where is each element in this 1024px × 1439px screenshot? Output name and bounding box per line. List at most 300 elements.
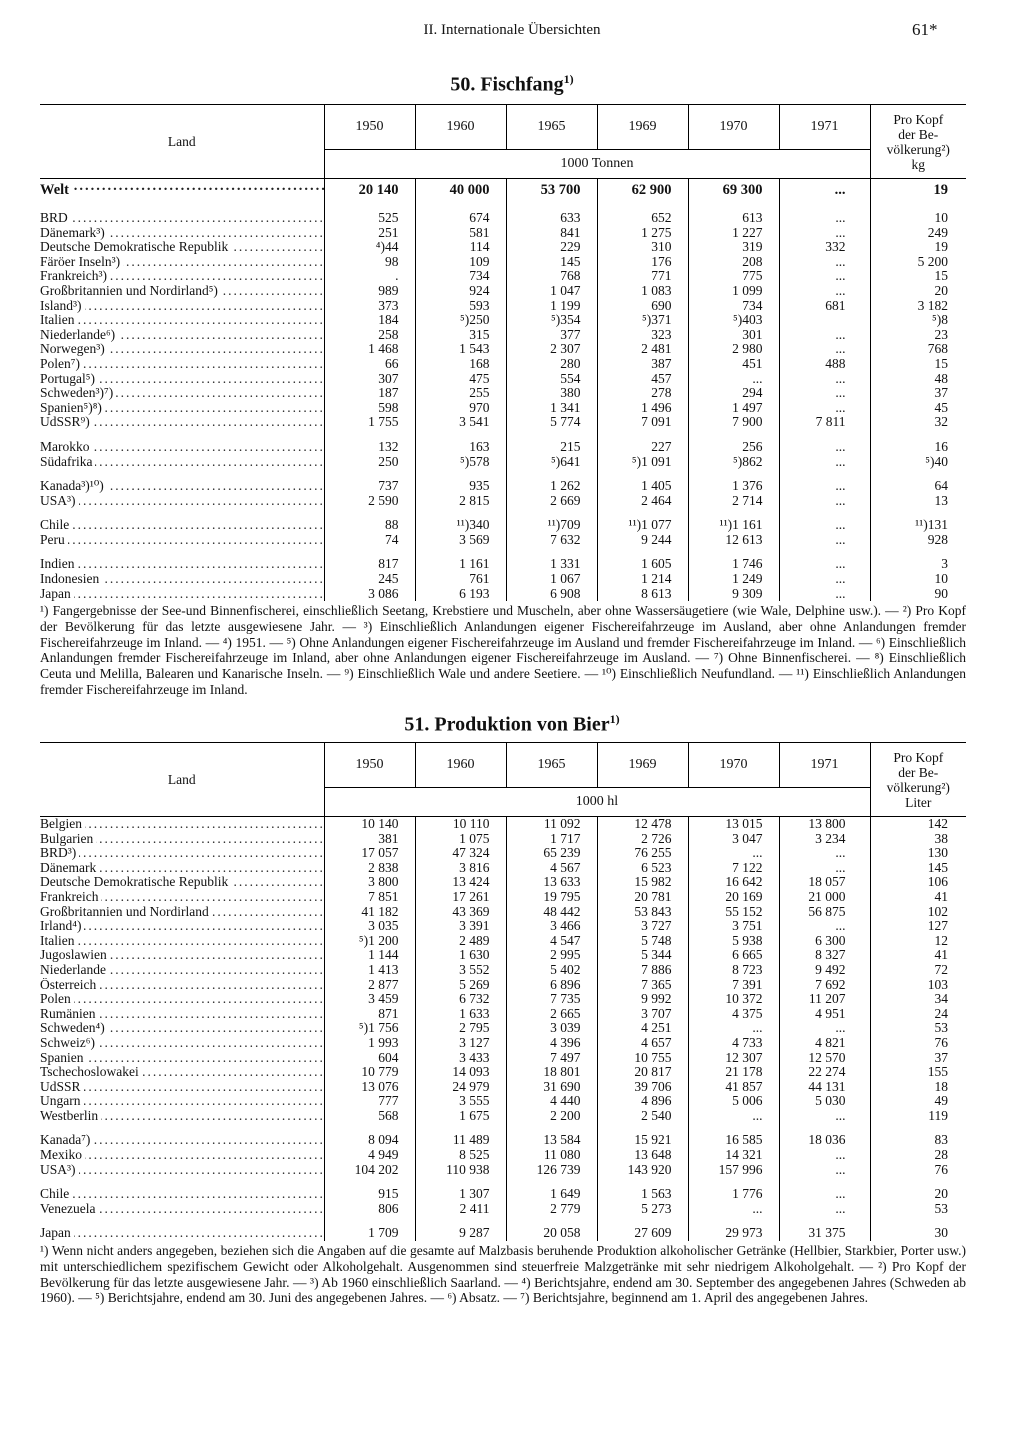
per-capita-cell: 76 xyxy=(870,1163,966,1178)
value-cell: ... xyxy=(779,328,870,343)
value-cell: 12 613 xyxy=(688,533,779,548)
value-cell: 8 094 xyxy=(324,1133,415,1148)
value-cell: 11 080 xyxy=(506,1148,597,1163)
value-cell: 777 xyxy=(324,1094,415,1109)
value-cell: 3 391 xyxy=(415,919,506,934)
value-cell: 1 307 xyxy=(415,1187,506,1202)
value-cell: 1 214 xyxy=(597,572,688,587)
table-row xyxy=(40,1036,966,1051)
table-row xyxy=(40,386,966,401)
per-capita-cell: 20 xyxy=(870,284,966,299)
country-name: USA³) ..... xyxy=(40,494,324,509)
value-cell: 16 642 xyxy=(688,875,779,890)
value-cell: 6 908 xyxy=(506,587,597,602)
country-name: Polen⁷) ..... xyxy=(40,357,324,372)
country-name: Chile ..... xyxy=(40,1187,324,1202)
per-capita-cell: 53 xyxy=(870,1021,966,1036)
value-cell: 7 900 xyxy=(688,415,779,430)
value-cell: 5 344 xyxy=(597,948,688,963)
table-row xyxy=(40,934,966,949)
value-cell: 31 375 xyxy=(779,1226,870,1241)
value-cell: 817 xyxy=(324,557,415,572)
value-cell: 1 776 xyxy=(688,1187,779,1202)
value-cell: ¹¹)709 xyxy=(506,518,597,533)
value-cell: 3 800 xyxy=(324,875,415,890)
table-fischfang xyxy=(40,104,966,601)
value-cell: 1 376 xyxy=(688,479,779,494)
value-cell: 3 035 xyxy=(324,919,415,934)
value-cell: 7 735 xyxy=(506,992,597,1007)
per-capita-cell: 10 xyxy=(870,211,966,226)
value-cell: 7 497 xyxy=(506,1051,597,1066)
value-cell: 126 739 xyxy=(506,1163,597,1178)
value-cell: 18 057 xyxy=(779,875,870,890)
value-cell: 43 369 xyxy=(415,905,506,920)
value-cell: 4 547 xyxy=(506,934,597,949)
value-cell: 451 xyxy=(688,357,779,372)
value-cell: 2 590 xyxy=(324,494,415,509)
per-capita-cell: 102 xyxy=(870,905,966,920)
value-cell: ... xyxy=(779,479,870,494)
value-cell: 690 xyxy=(597,299,688,314)
country-name: Dänemark³) ..... xyxy=(40,226,324,241)
per-capita-cell: 5 200 xyxy=(870,255,966,270)
value-cell: 4 396 xyxy=(506,1036,597,1051)
country-name: Indien ..... xyxy=(40,557,324,572)
value-cell: 2 489 xyxy=(415,934,506,949)
per-capita-cell: 16 xyxy=(870,440,966,455)
value-cell: 2 714 xyxy=(688,494,779,509)
per-capita-cell: 20 xyxy=(870,1187,966,1202)
value-cell: 5 269 xyxy=(415,978,506,993)
value-cell: 1 563 xyxy=(597,1187,688,1202)
value-cell: 41 857 xyxy=(688,1080,779,1095)
value-cell: 104 202 xyxy=(324,1163,415,1178)
value-cell: 109 xyxy=(415,255,506,270)
table-row xyxy=(40,861,966,876)
table-row xyxy=(40,817,966,832)
country-name: Dänemark ..... xyxy=(40,861,324,876)
per-capita-cell: 19 xyxy=(870,179,966,202)
per-capita-cell: 49 xyxy=(870,1094,966,1109)
value-cell: 2 464 xyxy=(597,494,688,509)
per-capita-cell: 64 xyxy=(870,479,966,494)
value-cell: ... xyxy=(779,386,870,401)
value-cell: 1 249 xyxy=(688,572,779,587)
per-capita-cell: 72 xyxy=(870,963,966,978)
table-row xyxy=(40,1148,966,1163)
value-cell: 47 324 xyxy=(415,846,506,861)
group-spacer xyxy=(40,201,966,211)
value-cell: 22 274 xyxy=(779,1065,870,1080)
value-cell: 4 951 xyxy=(779,1007,870,1022)
per-capita-cell: 13 xyxy=(870,494,966,509)
value-cell: 3 816 xyxy=(415,861,506,876)
value-cell: 593 xyxy=(415,299,506,314)
value-cell: ... xyxy=(779,1148,870,1163)
group-spacer xyxy=(40,547,966,557)
value-cell: 1 755 xyxy=(324,415,415,430)
country-name: Mexiko ..... xyxy=(40,1148,324,1163)
country-name: Schweden⁴) ..... xyxy=(40,1021,324,1036)
value-cell: 1 709 xyxy=(324,1226,415,1241)
per-capita-cell: 119 xyxy=(870,1109,966,1124)
value-cell: ⁵)371 xyxy=(597,313,688,328)
value-cell: 1 341 xyxy=(506,401,597,416)
table-row xyxy=(40,1226,966,1241)
value-cell: ... xyxy=(779,440,870,455)
value-cell: 3 127 xyxy=(415,1036,506,1051)
country-name: Spanien⁵)⁸) ..... xyxy=(40,401,324,416)
value-cell: 8 327 xyxy=(779,948,870,963)
value-cell: ... xyxy=(779,518,870,533)
value-cell: 7 391 xyxy=(688,978,779,993)
value-cell: 5 938 xyxy=(688,934,779,949)
value-cell: 915 xyxy=(324,1187,415,1202)
value-cell: 1 405 xyxy=(597,479,688,494)
value-cell: 17 261 xyxy=(415,890,506,905)
country-name: Island³) ..... xyxy=(40,299,324,314)
value-cell: 1 633 xyxy=(415,1007,506,1022)
value-cell: 168 xyxy=(415,357,506,372)
value-cell: ... xyxy=(779,533,870,548)
value-cell: 11 489 xyxy=(415,1133,506,1148)
country-name: Großbritannien und Nordirland ..... xyxy=(40,905,324,920)
value-cell: ... xyxy=(779,494,870,509)
value-cell: 2 877 xyxy=(324,978,415,993)
country-name: Rumänien ..... xyxy=(40,1007,324,1022)
value-cell: 1 331 xyxy=(506,557,597,572)
value-cell: 20 169 xyxy=(688,890,779,905)
value-cell: 56 875 xyxy=(779,905,870,920)
table-row xyxy=(40,1094,966,1109)
country-name: Italien ..... xyxy=(40,313,324,328)
value-cell: 301 xyxy=(688,328,779,343)
table-row xyxy=(40,587,966,602)
table-row xyxy=(40,992,966,1007)
value-cell: 227 xyxy=(597,440,688,455)
value-cell xyxy=(779,313,870,328)
value-cell: 163 xyxy=(415,440,506,455)
value-cell: 215 xyxy=(506,440,597,455)
value-cell: 2 795 xyxy=(415,1021,506,1036)
country-name: Welt ..... xyxy=(40,179,324,202)
value-cell: 613 xyxy=(688,211,779,226)
group-spacer xyxy=(40,430,966,440)
value-cell: 1 630 xyxy=(415,948,506,963)
value-cell: 10 779 xyxy=(324,1065,415,1080)
table-row xyxy=(40,1021,966,1036)
table-row xyxy=(40,342,966,357)
table-row xyxy=(40,1133,966,1148)
value-cell: 48 442 xyxy=(506,905,597,920)
value-cell: 1 199 xyxy=(506,299,597,314)
table-row xyxy=(40,1109,966,1124)
value-cell: 1 746 xyxy=(688,557,779,572)
table-row xyxy=(40,948,966,963)
value-cell: 3 047 xyxy=(688,832,779,847)
value-cell: ... xyxy=(688,1021,779,1036)
value-cell: 10 755 xyxy=(597,1051,688,1066)
value-cell: 4 657 xyxy=(597,1036,688,1051)
per-capita-cell: 928 xyxy=(870,533,966,548)
value-cell: 88 xyxy=(324,518,415,533)
value-cell: 771 xyxy=(597,269,688,284)
value-cell: 10 110 xyxy=(415,817,506,832)
per-capita-cell: ⁵)40 xyxy=(870,455,966,470)
value-cell: ⁵)354 xyxy=(506,313,597,328)
value-cell: 145 xyxy=(506,255,597,270)
country-name: Norwegen³) ..... xyxy=(40,342,324,357)
value-cell: 187 xyxy=(324,386,415,401)
value-cell: ... xyxy=(779,455,870,470)
value-cell: 251 xyxy=(324,226,415,241)
value-cell: 4 440 xyxy=(506,1094,597,1109)
value-cell: 6 732 xyxy=(415,992,506,1007)
value-cell: 1 993 xyxy=(324,1036,415,1051)
value-cell: 989 xyxy=(324,284,415,299)
value-cell: 1 717 xyxy=(506,832,597,847)
table-row xyxy=(40,211,966,226)
value-cell: 3 727 xyxy=(597,919,688,934)
value-cell: 1 262 xyxy=(506,479,597,494)
per-capita-cell: 18 xyxy=(870,1080,966,1095)
country-name: Kanada³)¹⁰) ..... xyxy=(40,479,324,494)
value-cell: 633 xyxy=(506,211,597,226)
value-cell: ... xyxy=(779,1109,870,1124)
value-cell: ... xyxy=(779,401,870,416)
value-cell: 176 xyxy=(597,255,688,270)
value-cell: 6 193 xyxy=(415,587,506,602)
year-header: 1965 xyxy=(506,105,597,150)
value-cell: 2 815 xyxy=(415,494,506,509)
table-bier xyxy=(40,742,966,1241)
value-cell: 5 774 xyxy=(506,415,597,430)
value-cell: 8 525 xyxy=(415,1148,506,1163)
per-capita-cell: 30 xyxy=(870,1226,966,1241)
value-cell: 7 365 xyxy=(597,978,688,993)
value-cell: 44 131 xyxy=(779,1080,870,1095)
country-name: USA³) ..... xyxy=(40,1163,324,1178)
table-row xyxy=(40,240,966,255)
value-cell: 734 xyxy=(415,269,506,284)
value-cell: 841 xyxy=(506,226,597,241)
value-cell: 681 xyxy=(779,299,870,314)
value-cell: 3 552 xyxy=(415,963,506,978)
value-cell: 53 700 xyxy=(506,179,597,202)
value-cell: 74 xyxy=(324,533,415,548)
table-row xyxy=(40,875,966,890)
value-cell: 1 083 xyxy=(597,284,688,299)
country-name: BRD ..... xyxy=(40,211,324,226)
table-row xyxy=(40,494,966,509)
per-capita-cell: 37 xyxy=(870,1051,966,1066)
value-cell: 65 239 xyxy=(506,846,597,861)
value-cell: 110 938 xyxy=(415,1163,506,1178)
value-cell: 2 200 xyxy=(506,1109,597,1124)
country-name: Österreich ..... xyxy=(40,978,324,993)
value-cell: 62 900 xyxy=(597,179,688,202)
value-cell: 525 xyxy=(324,211,415,226)
value-cell: 5 273 xyxy=(597,1202,688,1217)
value-cell: ⁵)250 xyxy=(415,313,506,328)
value-cell: ¹¹)1 077 xyxy=(597,518,688,533)
value-cell: 871 xyxy=(324,1007,415,1022)
value-cell: 1 067 xyxy=(506,572,597,587)
value-cell: 2 665 xyxy=(506,1007,597,1022)
per-capita-cell: ⁵)8 xyxy=(870,313,966,328)
country-name: Südafrika ..... xyxy=(40,455,324,470)
value-cell: 3 569 xyxy=(415,533,506,548)
value-cell: 18 801 xyxy=(506,1065,597,1080)
value-cell: 768 xyxy=(506,269,597,284)
value-cell: 53 843 xyxy=(597,905,688,920)
country-name: BRD³) ..... xyxy=(40,846,324,861)
value-cell: 13 800 xyxy=(779,817,870,832)
value-cell: 1 413 xyxy=(324,963,415,978)
value-cell: 21 178 xyxy=(688,1065,779,1080)
value-cell: 310 xyxy=(597,240,688,255)
value-cell: 6 300 xyxy=(779,934,870,949)
value-cell: 598 xyxy=(324,401,415,416)
value-cell: 9 492 xyxy=(779,963,870,978)
table-row xyxy=(40,479,966,494)
table-row xyxy=(40,401,966,416)
value-cell: 377 xyxy=(506,328,597,343)
table-row xyxy=(40,313,966,328)
value-cell: 40 000 xyxy=(415,179,506,202)
value-cell: 13 424 xyxy=(415,875,506,890)
value-cell: 674 xyxy=(415,211,506,226)
value-cell: 2 995 xyxy=(506,948,597,963)
per-capita-cell: 130 xyxy=(870,846,966,861)
value-cell: ⁵)641 xyxy=(506,455,597,470)
value-cell: 208 xyxy=(688,255,779,270)
table-row xyxy=(40,978,966,993)
table-row xyxy=(40,832,966,847)
per-capita-cell: 768 xyxy=(870,342,966,357)
country-name: Kanada⁷) ..... xyxy=(40,1133,324,1148)
value-cell: 1 543 xyxy=(415,342,506,357)
country-name: Belgien ..... xyxy=(40,817,324,832)
table-row xyxy=(40,963,966,978)
value-cell: 3 555 xyxy=(415,1094,506,1109)
value-cell: ... xyxy=(779,1187,870,1202)
value-cell: 4 949 xyxy=(324,1148,415,1163)
value-cell: 132 xyxy=(324,440,415,455)
value-cell: 652 xyxy=(597,211,688,226)
country-name: Ungarn ..... xyxy=(40,1094,324,1109)
year-header: 1960 xyxy=(415,743,506,788)
land-header: Land xyxy=(40,105,324,179)
per-capita-cell: 155 xyxy=(870,1065,966,1080)
value-cell: ... xyxy=(688,1202,779,1217)
per-capita-cell: 48 xyxy=(870,372,966,387)
value-cell: ¹¹)340 xyxy=(415,518,506,533)
value-cell: 15 921 xyxy=(597,1133,688,1148)
value-cell: 20 058 xyxy=(506,1226,597,1241)
value-cell: 14 321 xyxy=(688,1148,779,1163)
value-cell: 475 xyxy=(415,372,506,387)
value-cell: 20 140 xyxy=(324,179,415,202)
section-header: II. Internationale Übersichten xyxy=(423,22,601,38)
per-capita-cell: 23 xyxy=(870,328,966,343)
value-cell: 1 497 xyxy=(688,401,779,416)
value-cell: 3 086 xyxy=(324,587,415,602)
per-capita-cell: 106 xyxy=(870,875,966,890)
year-header: 1960 xyxy=(415,105,506,150)
per-capita-cell: 41 xyxy=(870,948,966,963)
value-cell: 20 817 xyxy=(597,1065,688,1080)
per-capita-header: Pro Kopf der Be- völkerung²) kg xyxy=(870,105,966,179)
value-cell: 1 275 xyxy=(597,226,688,241)
value-cell: 1 227 xyxy=(688,226,779,241)
value-cell: 387 xyxy=(597,357,688,372)
value-cell: 9 309 xyxy=(688,587,779,602)
value-cell: 13 015 xyxy=(688,817,779,832)
per-capita-cell: 45 xyxy=(870,401,966,416)
value-cell: 10 372 xyxy=(688,992,779,1007)
value-cell: 255 xyxy=(415,386,506,401)
value-cell: ⁵)1 756 xyxy=(324,1021,415,1036)
value-cell: 10 140 xyxy=(324,817,415,832)
country-name: Peru ..... xyxy=(40,533,324,548)
per-capita-cell: 83 xyxy=(870,1133,966,1148)
value-cell: 2 411 xyxy=(415,1202,506,1217)
value-cell: 20 781 xyxy=(597,890,688,905)
value-cell: 4 821 xyxy=(779,1036,870,1051)
value-cell: ... xyxy=(688,846,779,861)
table-row xyxy=(40,919,966,934)
value-cell: 2 540 xyxy=(597,1109,688,1124)
per-capita-cell: 28 xyxy=(870,1148,966,1163)
value-cell: 1 047 xyxy=(506,284,597,299)
value-cell: ⁵)1 091 xyxy=(597,455,688,470)
value-cell: 98 xyxy=(324,255,415,270)
per-capita-cell: 76 xyxy=(870,1036,966,1051)
value-cell: 4 567 xyxy=(506,861,597,876)
table-row xyxy=(40,533,966,548)
table-row xyxy=(40,328,966,343)
country-name: UdSSR⁹) ..... xyxy=(40,415,324,430)
value-cell: 4 896 xyxy=(597,1094,688,1109)
value-cell: 568 xyxy=(324,1109,415,1124)
page-number: 61* xyxy=(912,20,938,39)
value-cell: 488 xyxy=(779,357,870,372)
value-cell: ... xyxy=(779,861,870,876)
table-row xyxy=(40,455,966,470)
table-51-title: 51. Produktion von Bier$^{1)}$ xyxy=(404,712,620,736)
value-cell: ... xyxy=(779,846,870,861)
value-cell: 761 xyxy=(415,572,506,587)
value-cell: 3 466 xyxy=(506,919,597,934)
value-cell: 3 707 xyxy=(597,1007,688,1022)
table-50-footnotes: ¹) Fangergebnisse der See-und Binnenfischerei, einschließlich Seetang, Krebstiere und Muscheln, aber ohne Wassersäugetiere (wie Wale, Delphine usw.). — ²) Pro Kopf der Bevölkerung für das letzte ausgewiesene Jahr. — ³) Einschließlich Anlandungen eigener Fischereifahrzeuge im Ausland, aber ohne Anlandungen fremder Fischereifahrzeuge im Inland. — ⁴) 1951. — ⁵) Ohne Anlandungen eigener Fischereifahrzeuge im Ausland und fremder Fischereifahrzeuge im Inland. — ⁶) Einschließlich Anlandungen fremder Fischereifahrzeuge im Inland, aber ohne Anlandungen eigener Fischereifahrzeuge im Ausland. — ⁷) Ohne Binnenfischerei. — ⁸) Einschließlich Ceuta und Melilla, Balearen und Kanarische Inseln. — ⁹) Einschließlich Wale und andere Seetiere. — ¹⁰) Einschließlich Neufundland. — ¹¹) Einschließlich Anlandungen fremder Fischereifahrzeuge im Inland. xyxy=(40,603,966,697)
table-row xyxy=(40,557,966,572)
country-name: Venezuela ..... xyxy=(40,1202,324,1217)
value-cell: 19 795 xyxy=(506,890,597,905)
per-capita-cell: 19 xyxy=(870,240,966,255)
country-name: Italien ..... xyxy=(40,934,324,949)
value-cell: 373 xyxy=(324,299,415,314)
value-cell: 12 570 xyxy=(779,1051,870,1066)
value-cell: ... xyxy=(779,255,870,270)
value-cell: ⁵)578 xyxy=(415,455,506,470)
table-51-footnotes: ¹) Wenn nicht anders angegeben, beziehen sich die Angaben auf die gesamte auf Malzbasis beruhende Produktion alkoholischer Getränke (Hellbier, Starkbier, Porter usw.) mit unterschiedlichem spezifischem Gewicht oder Alkoholgehalt. Ausgenommen sind steuerfreie Malzgetränke mit sehr niedrigem Alkoholgehalt. — ²) Pro Kopf der Bevölkerung für das letzte ausgewiesene Jahr. — ³) Ab 1960 einschließlich Saarland. — ⁴) Berichtsjahre, endend am 30. September des angegebenen Jahres (Schweden ab 1960). — ⁵) Berichtsjahre, endend am 30. Juni des angegebenen Jahres. — ⁶) Absatz. — ⁷) Berichtsjahre, beginnend am 1. April des angegebenen Jahres. xyxy=(40,1243,966,1306)
per-capita-cell: 32 xyxy=(870,415,966,430)
value-cell: 1 075 xyxy=(415,832,506,847)
country-name: Niederlande⁶) ..... xyxy=(40,328,324,343)
